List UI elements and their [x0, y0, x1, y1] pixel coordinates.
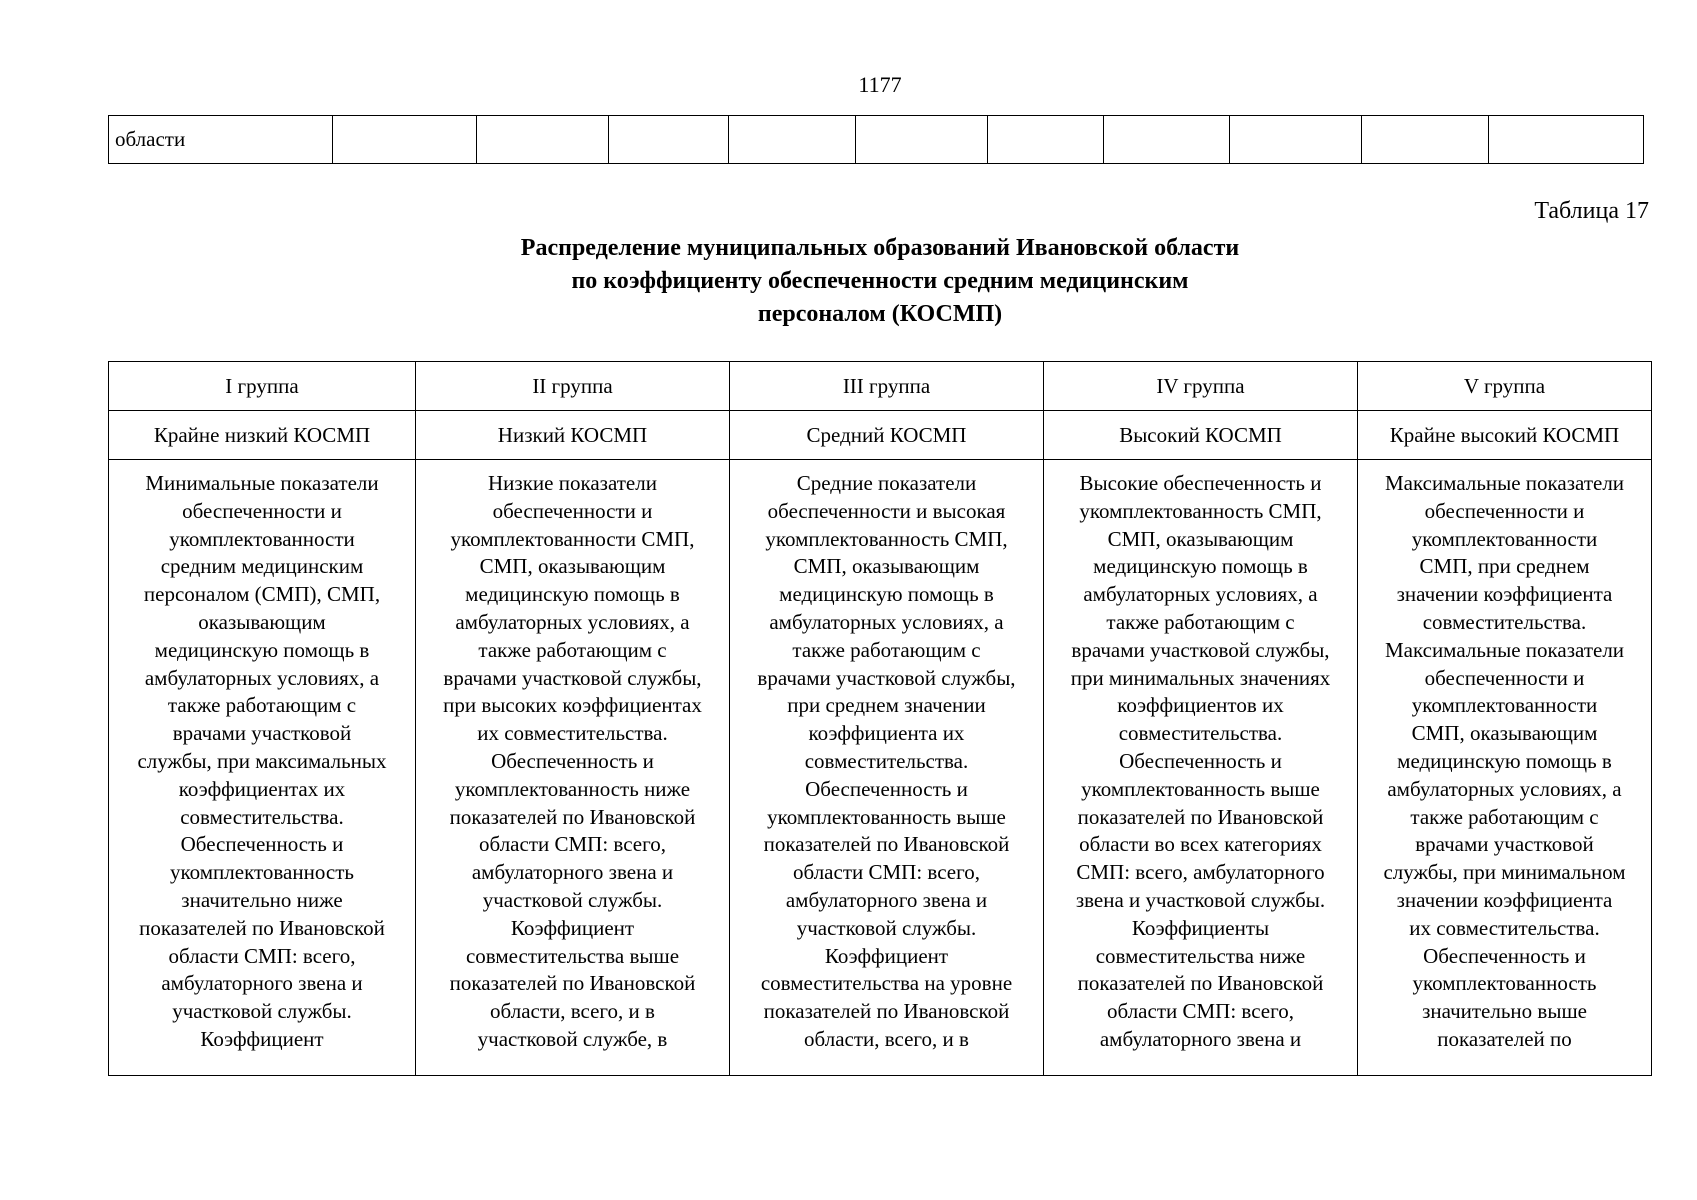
description-cell [1358, 460, 1652, 1076]
description-line: Коэффициенты [1131, 915, 1270, 940]
title-line: Распределение муниципальных образований Ивановской области [520, 235, 1240, 261]
description-line: оказывающим [198, 609, 326, 634]
description-line: значительно выше [1422, 999, 1587, 1024]
description-line: совместительства. [1118, 721, 1283, 746]
description-line: укомплектованность выше [1081, 776, 1320, 801]
description-line: СМП, оказывающим [1411, 721, 1598, 746]
group-header-cell: IV группа [1044, 362, 1358, 411]
description-line: Обеспеченность и [180, 832, 344, 857]
description-line: Коэффициент [510, 915, 635, 940]
table-cell: области [109, 116, 333, 164]
description-line: значении коэффициента [1396, 887, 1613, 912]
description-line: области, всего, и в [804, 1026, 969, 1051]
description-line: службы, при минимальном [1383, 860, 1626, 885]
description-line: укомплектованность [1412, 971, 1597, 996]
table-row [109, 116, 1644, 164]
description-line: Средние показатели [796, 471, 977, 495]
description-line: также работающим с [1106, 609, 1295, 634]
description-line: медицинскую помощь в [154, 637, 370, 662]
description-line: участковой службе, в [477, 1026, 668, 1051]
description-line: области СМП: всего, [793, 860, 980, 885]
level-cell: Низкий КОСМП [416, 411, 730, 460]
table-title [0, 232, 1697, 331]
description-line: амбулаторных условиях, а [1387, 776, 1622, 801]
table-cell [332, 116, 476, 164]
description-line: участковой службы. [482, 887, 663, 912]
table-cell [476, 116, 608, 164]
description-line: обеспеченности и [492, 498, 653, 523]
description-line: Минимальные показатели [145, 471, 379, 495]
description-line: укомплектованность [170, 860, 354, 885]
level-row [109, 411, 1652, 460]
description-line: области во всех категориях [1079, 832, 1322, 857]
group-header-cell: V группа [1358, 362, 1652, 411]
description-line: обеспеченности и высокая [767, 498, 1006, 523]
description-line: персоналом (СМП), СМП, [143, 582, 381, 607]
description-line: медицинскую помощь в [779, 582, 994, 607]
description-line: амбулаторных условиях, а [769, 609, 1004, 634]
group-header-cell: II группа [416, 362, 730, 411]
distribution-table [108, 361, 1652, 1076]
description-line: обеспеченности и [1424, 665, 1585, 690]
description-line: амбулаторного звена и [1099, 1026, 1302, 1051]
description-line: СМП, оказывающим [793, 554, 980, 579]
description-line: также работающим с [167, 693, 357, 718]
description-line: также работающим с [792, 637, 981, 662]
description-line: коэффициентов их [1117, 693, 1284, 718]
description-line: Высокие обеспеченность и [1079, 471, 1322, 495]
description-line: СМП, при среднем [1419, 554, 1590, 579]
description-row [109, 460, 1652, 1076]
description-line: области, всего, и в [490, 999, 655, 1024]
description-line: при среднем значении [787, 693, 986, 718]
description-line: совместительства выше [465, 943, 680, 968]
level-cell: Крайне высокий КОСМП [1358, 411, 1652, 460]
description-line: СМП, оказывающим [479, 554, 666, 579]
description-line: совместительства на уровне [760, 971, 1013, 996]
table-cell [856, 116, 988, 164]
description-line: Обеспеченность и [1119, 748, 1282, 773]
description-line: врачами участковой [1415, 832, 1594, 857]
description-line: амбулаторного звена и [785, 887, 988, 912]
description-line: обеспеченности и [1424, 498, 1585, 523]
description-line: укомплектованности [1411, 693, 1598, 718]
description-line: показателей по [1437, 1026, 1572, 1051]
table-cell [1488, 116, 1643, 164]
description-line: совместительства. [804, 748, 969, 773]
description-line: врачами участковой службы, [443, 665, 702, 690]
description-line: врачами участковой службы, [757, 665, 1016, 690]
description-line: амбулаторных условиях, а [144, 665, 380, 690]
description-line: укомплектованности [1411, 526, 1598, 551]
description-line: совместительства. [180, 804, 344, 829]
description-line: амбулаторного звена и [161, 971, 363, 996]
description-line: звена и участковой службы. [1075, 887, 1326, 912]
description-line: участковой службы. [172, 999, 352, 1024]
description-line: их совместительства. [477, 721, 668, 746]
description-line: коэффициента их [808, 721, 965, 746]
description-cell [416, 460, 730, 1076]
level-cell: Высокий КОСМП [1044, 411, 1358, 460]
description-line: области СМП: всего, [168, 943, 356, 968]
description-line: обеспеченности и [182, 498, 342, 523]
description-line: значительно ниже [181, 887, 343, 912]
group-header-cell: I группа [109, 362, 416, 411]
description-line: службы, при максимальных [137, 748, 387, 773]
description-line: Максимальные показатели [1384, 637, 1625, 662]
description-line: коэффициентах их [178, 776, 346, 801]
description-line: укомплектованность СМП, [765, 526, 1008, 551]
description-line: также работающим с [478, 637, 667, 662]
description-line: показателей по Ивановской [1077, 971, 1324, 996]
table-label: Таблица 17 [1534, 198, 1649, 224]
description-line: СМП: всего, амбулаторного [1076, 860, 1325, 885]
description-line: укомплектованность СМП, [1079, 498, 1322, 523]
description-line: совместительства. [1422, 609, 1587, 634]
description-line: медицинскую помощь в [1093, 554, 1308, 579]
description-line: амбулаторных условиях, а [1083, 582, 1318, 607]
title-line: персоналом (КОСМП) [757, 301, 1003, 327]
description-line: Низкие показатели [488, 471, 657, 495]
description-line: врачами участковой службы, [1071, 637, 1330, 662]
level-cell: Средний КОСМП [730, 411, 1044, 460]
table-cell [1229, 116, 1361, 164]
description-line: врачами участковой [172, 721, 352, 746]
level-cell: Крайне низкий КОСМП [109, 411, 416, 460]
title-line: по коэффициенту обеспеченности средним медицинским [571, 268, 1189, 294]
group-header-row [109, 362, 1652, 411]
description-line: укомплектованности [169, 526, 355, 551]
description-line: амбулаторных условиях, а [455, 609, 690, 634]
table-cell [608, 116, 729, 164]
description-line: области СМП: всего, [479, 832, 666, 857]
description-line: при высоких коэффициентах [443, 693, 702, 718]
table-cell [988, 116, 1104, 164]
description-line: Обеспеченность и [805, 776, 968, 801]
description-cell [1044, 460, 1358, 1076]
description-line: показателей по Ивановской [1077, 804, 1324, 829]
description-line: при минимальных значениях [1070, 665, 1331, 690]
description-line: показателей по Ивановской [763, 832, 1010, 857]
description-line: показателей по Ивановской [763, 999, 1010, 1024]
continued-table-fragment [108, 115, 1644, 164]
table-cell [1361, 116, 1488, 164]
table-cell [1104, 116, 1230, 164]
description-line: Коэффициент [824, 943, 949, 968]
description-line: укомплектованности СМП, [450, 526, 695, 551]
description-line: их совместительства. [1409, 915, 1600, 940]
description-line: также работающим с [1410, 804, 1599, 829]
description-line: Обеспеченность и [1423, 943, 1586, 968]
description-line: значении коэффициента [1396, 582, 1613, 607]
table-cell [729, 116, 856, 164]
description-line: участковой службы. [796, 915, 977, 940]
description-line: укомплектованность ниже [454, 776, 691, 801]
description-line: средним медицинским [160, 554, 364, 579]
description-cell [109, 460, 416, 1076]
description-line: Коэффициент [200, 1026, 324, 1051]
description-line: Обеспеченность и [491, 748, 654, 773]
description-line: медицинскую помощь в [465, 582, 680, 607]
description-line: показателей по Ивановской [139, 915, 385, 940]
description-line: СМП, оказывающим [1107, 526, 1294, 551]
description-line: Максимальные показатели [1384, 471, 1625, 495]
description-line: медицинскую помощь в [1397, 748, 1612, 773]
group-header-cell: III группа [730, 362, 1044, 411]
page-number: 1177 [858, 72, 902, 97]
description-line: совместительства ниже [1095, 943, 1306, 968]
description-line: области СМП: всего, [1107, 999, 1294, 1024]
description-line: амбулаторного звена и [471, 860, 674, 885]
description-line: показателей по Ивановской [449, 804, 696, 829]
description-line: показателей по Ивановской [449, 971, 696, 996]
description-cell [730, 460, 1044, 1076]
description-line: укомплектованность выше [767, 804, 1006, 829]
